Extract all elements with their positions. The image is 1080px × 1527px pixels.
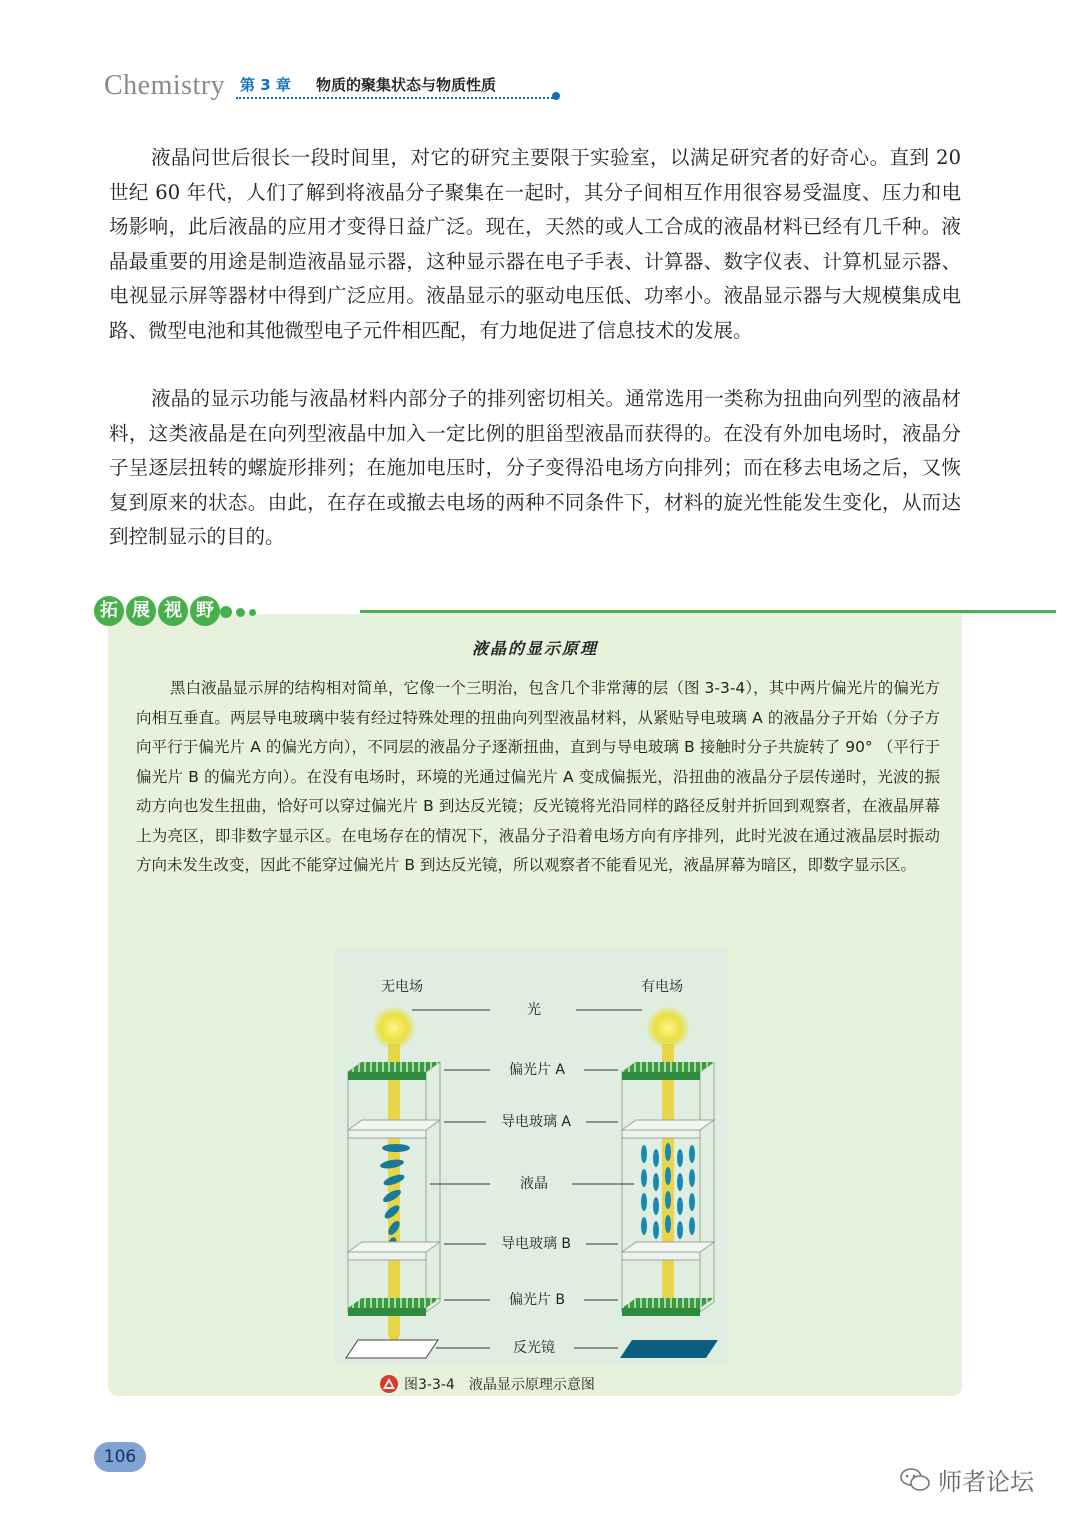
caption-triangle-icon: [380, 1375, 398, 1393]
caption-text: 图3-3-4 液晶显示原理示意图: [404, 1377, 595, 1393]
badge-char: 拓: [94, 596, 124, 626]
dark-mirror: [620, 1340, 718, 1358]
extension-title: 液晶的显示原理: [471, 639, 598, 658]
chapter-title: 物质的聚集状态与物质性质: [316, 76, 497, 94]
right-stack: [620, 1006, 718, 1358]
badge-char: 视: [158, 596, 188, 626]
watermark-text: 师者论坛: [938, 1468, 1034, 1496]
extension-text: 黑白液晶显示屏的结构相对简单，它像一个三明治，包含几个非常薄的层（图 3-3-4），其中两片偏光片的偏光方向相互垂直。两层导电玻璃中装有经过特殊处理的扭曲向列型液晶材料，从紧贴导电玻璃 A 的液晶分子开始（分子方向平行于偏光片 A 的偏光方向），不同层的液晶分子逐渐扭曲，直到与导电玻璃 B 接触时分子共旋转了 90° （平行于偏光片 B 的偏光方向）。在没有电场时，环境的光通过偏光片 A 变成偏振光，沿扭曲的液晶分子层传递时，光波的振动方向也发生扭曲，恰好可以穿过偏光片 B 到达反光镜；反光镜将光沿同样的路径反射并折回到观察者，在液晶屏幕上为亮区，即非数字显示区。在电场存在的情况下，液晶分子沿着电场方向有序排列，此时光波在通过液晶层时振动方向未发生改变，因此不能穿过偏光片 B 到达反光镜，所以观察者不能看见光，液晶屏幕为暗区，即数字显示区。: [136, 679, 940, 874]
chat-bubble-icon: [900, 1467, 930, 1493]
field-label: 有电场: [641, 979, 683, 995]
brand-title: Chemistry: [104, 70, 226, 101]
left-light-beam: [388, 1044, 400, 1334]
page-number: 106: [94, 1442, 146, 1472]
header-dotted-rule: [236, 97, 556, 99]
body-paragraph-1: 液晶问世后很长一段时间里，对它的研究主要限于实验室，以满足研究者的好奇心。直到 20 世纪 60 年代，人们了解到将液晶分子聚集在一起时，其分子间相互作用很容易受温度、压力和电场影响，此后液晶的应用才变得日益广泛。现在，天然的或人工合成的液晶材料已经有几千种。液晶最重要的用途是制造液晶显示器，这种显示器在电子手表、计算器、数字仪表、计算机显示器、电视显示屏等器材中得到广泛应用。液晶显示的驱动电压低、功率小。液晶显示器与大规模集成电路、微型电池和其他微型电子元件相匹配，有力地促进了信息技术的发展。: [109, 146, 961, 342]
lcd-diagram: [334, 948, 728, 1365]
label-liquid-crystal: 液晶: [520, 1176, 548, 1192]
label-light: 光: [527, 1002, 541, 1018]
badge-char: 展: [126, 596, 156, 626]
body-paragraph-2: 液晶的显示功能与液晶材料内部分子的排列密切相关。通常选用一类称为扭曲向列型的液晶材料，这类液晶是在向列型液晶中加入一定比例的胆甾型液晶而获得的。在没有外加电场时，液晶分子呈逐层扭转的螺旋形排列；在施加电压时，分子变得沿电场方向排列；而在移去电场之后，又恢复到原来的状态。由此，在存在或撤去电场的两种不同条件下，材料的旋光性能发生变化，从而达到控制显示的目的。: [109, 387, 961, 548]
badge-char: 野: [190, 596, 220, 626]
left-stack: [346, 1006, 440, 1358]
no-field-label: 无电场: [381, 979, 423, 995]
header-dot: [552, 92, 560, 100]
extension-badge: [94, 596, 220, 626]
figure-caption: [380, 1374, 595, 1394]
label-polarizer-a: 偏光片 A: [508, 1062, 566, 1078]
extension-rule: [360, 610, 1056, 613]
label-glass-b: 导电玻璃 B: [500, 1236, 572, 1252]
right-light-glow: [646, 1006, 690, 1050]
label-polarizer-b: 偏光片 B: [508, 1292, 566, 1308]
badge-dots: [220, 606, 256, 618]
left-light-glow: [372, 1006, 416, 1050]
label-glass-a: 导电玻璃 A: [500, 1114, 572, 1130]
chapter-number: 第 3 章: [240, 76, 291, 94]
watermark: [900, 1462, 1034, 1497]
page-header: [104, 70, 564, 104]
label-mirror: 反光镜: [513, 1340, 555, 1356]
